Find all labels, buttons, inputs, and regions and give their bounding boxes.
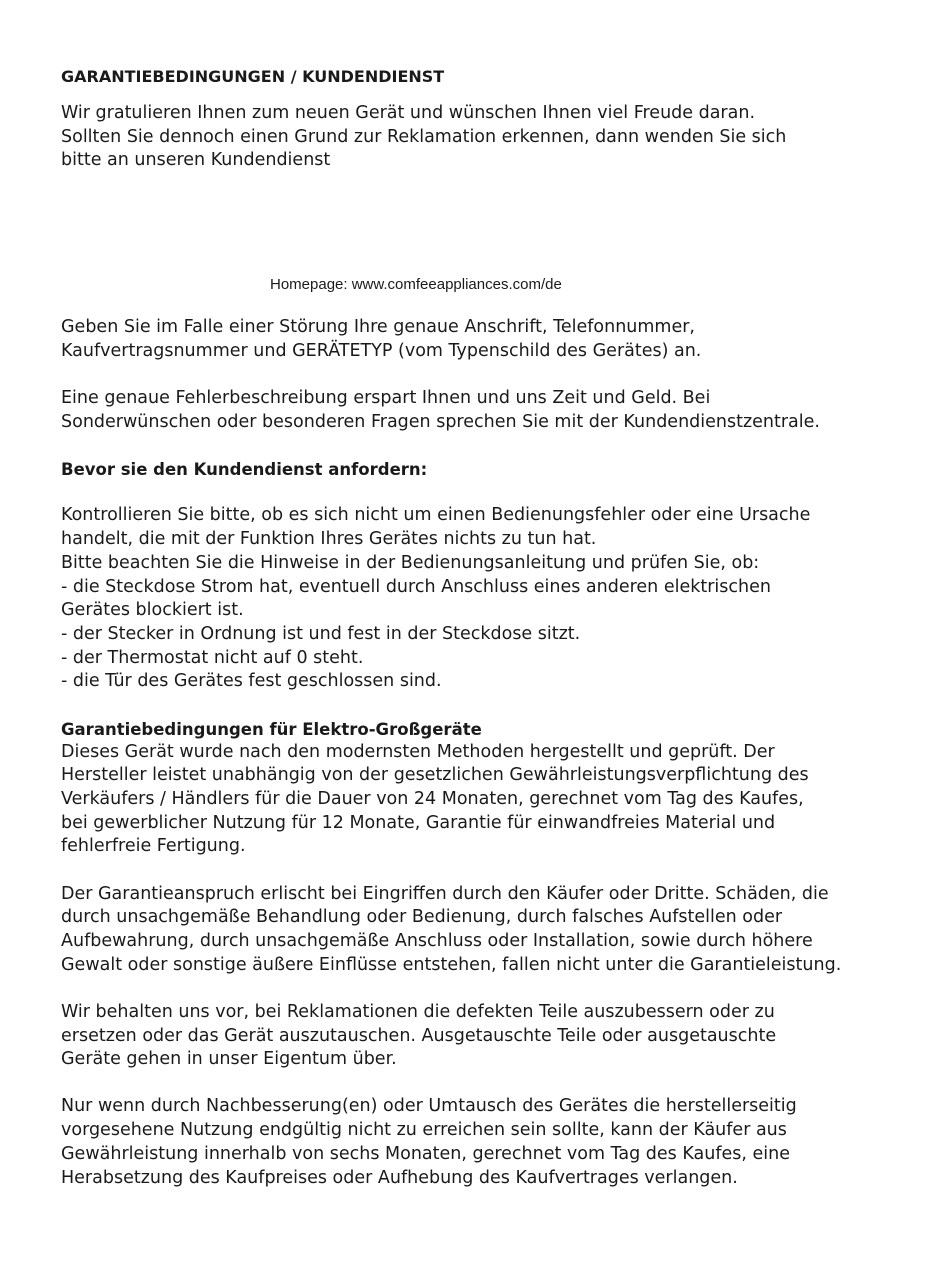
text-line: Sonderwünschen oder besonderen Fragen sprechen Sie mit der Kundendienstzentrale.	[61, 411, 820, 432]
text-line: Herabsetzung des Kaufpreises oder Aufhebung des Kaufvertrages verlangen.	[61, 1167, 738, 1188]
text-line: Verkäufers / Händlers für die Dauer von 24 Monaten, gerechnet vom Tag des Kaufes,	[61, 788, 804, 809]
warranty-document	[61, 66, 901, 1190]
text-line: Gewalt oder sonstige äußere Einflüsse entstehen, fallen nicht unter die Garantieleistung.	[61, 954, 842, 975]
before-service-heading: Bevor sie den Kundendienst anfordern:	[61, 459, 428, 479]
checklist-item: - der Thermostat nicht auf 0 steht.	[61, 647, 364, 668]
checklist-item: - der Stecker in Ordnung ist und fest in der Steckdose sitzt.	[61, 623, 581, 644]
text-line: ersetzen oder das Gerät auszutauschen. Ausgetauschte Teile oder ausgetauschte	[61, 1025, 777, 1046]
checklist-item: - die Steckdose Strom hat, eventuell durch Anschluss eines anderen elektrischen	[61, 576, 771, 597]
text-line: Kontrollieren Sie bitte, ob es sich nicht um einen Bedienungsfehler oder eine Ursache	[61, 505, 811, 526]
intro-paragraph	[61, 102, 901, 173]
warranty-paragraph	[61, 741, 901, 860]
text-line: Dieses Gerät wurde nach den modernsten Methoden hergestellt und geprüft. Der	[61, 741, 775, 762]
checklist-item: - die Tür des Gerätes fest geschlossen sind.	[61, 671, 442, 692]
checklist-item: Gerätes blockiert ist.	[61, 600, 244, 621]
text-line: Wir behalten uns vor, bei Reklamationen die defekten Teile auszubessern oder zu	[61, 1001, 775, 1022]
warranty-heading: Garantiebedingungen für Elektro-Großgeräte	[61, 719, 482, 739]
text-line: Geben Sie im Falle einer Störung Ihre genaue Anschrift, Telefonnummer,	[61, 317, 695, 338]
text-line: Hersteller leistet unabhängig von der gesetzlichen Gewährleistungsverpflichtung des	[61, 765, 809, 786]
text-line: fehlerfreie Fertigung.	[61, 836, 246, 857]
text-line: Aufbewahrung, durch unsachgemäße Anschluss oder Installation, sowie durch höhere	[61, 930, 813, 951]
homepage-link[interactable]: Homepage: www.comfeeappliances.com/de	[270, 276, 562, 293]
expiry-paragraph	[61, 883, 901, 978]
contact-info-paragraph	[61, 316, 901, 363]
text-line: Bitte beachten Sie die Hinweise in der Bedienungsanleitung und prüfen Sie, ob:	[61, 552, 760, 573]
text-line: Nur wenn durch Nachbesserung(en) oder Umtausch des Gerätes die herstellerseitig	[61, 1096, 797, 1117]
price-reduction-paragraph	[61, 1095, 901, 1190]
text-line: Eine genaue Fehlerbeschreibung erspart Ihnen und uns Zeit und Geld. Bei	[61, 388, 711, 409]
text-line: Geräte gehen in unser Eigentum über.	[61, 1049, 397, 1070]
text-line: Wir gratulieren Ihnen zum neuen Gerät und wünschen Ihnen viel Freude daran.	[61, 103, 756, 123]
text-line: Gewährleistung innerhalb von sechs Monaten, gerechnet vom Tag des Kaufes, eine	[61, 1143, 790, 1164]
repair-paragraph	[61, 1001, 901, 1072]
document-title: GARANTIEBEDINGUNGEN / KUNDENDIENST	[61, 67, 445, 86]
text-line: durch unsachgemäße Behandlung oder Bedienung, durch falsches Aufstellen oder	[61, 907, 783, 928]
text-line: Der Garantieanspruch erlischt bei Eingriffen durch den Käufer oder Dritte. Schäden, die	[61, 883, 829, 904]
error-description-paragraph	[61, 387, 901, 434]
before-service-paragraph	[61, 504, 901, 694]
text-line: Sollten Sie dennoch einen Grund zur Reklamation erkennen, dann wenden Sie sich	[61, 126, 787, 147]
text-line: vorgesehene Nutzung endgültig nicht zu erreichen sein sollte, kann der Käufer aus	[61, 1120, 787, 1141]
text-line: bei gewerblicher Nutzung für 12 Monate, Garantie für einwandfreies Material und	[61, 812, 776, 833]
text-line: bitte an unseren Kundendienst	[61, 150, 331, 171]
text-line: Kaufvertragsnummer und GERÄTETYP (vom Typenschild des Gerätes) an.	[61, 340, 702, 361]
text-line: handelt, die mit der Funktion Ihres Gerätes nichts zu tun hat.	[61, 529, 597, 550]
